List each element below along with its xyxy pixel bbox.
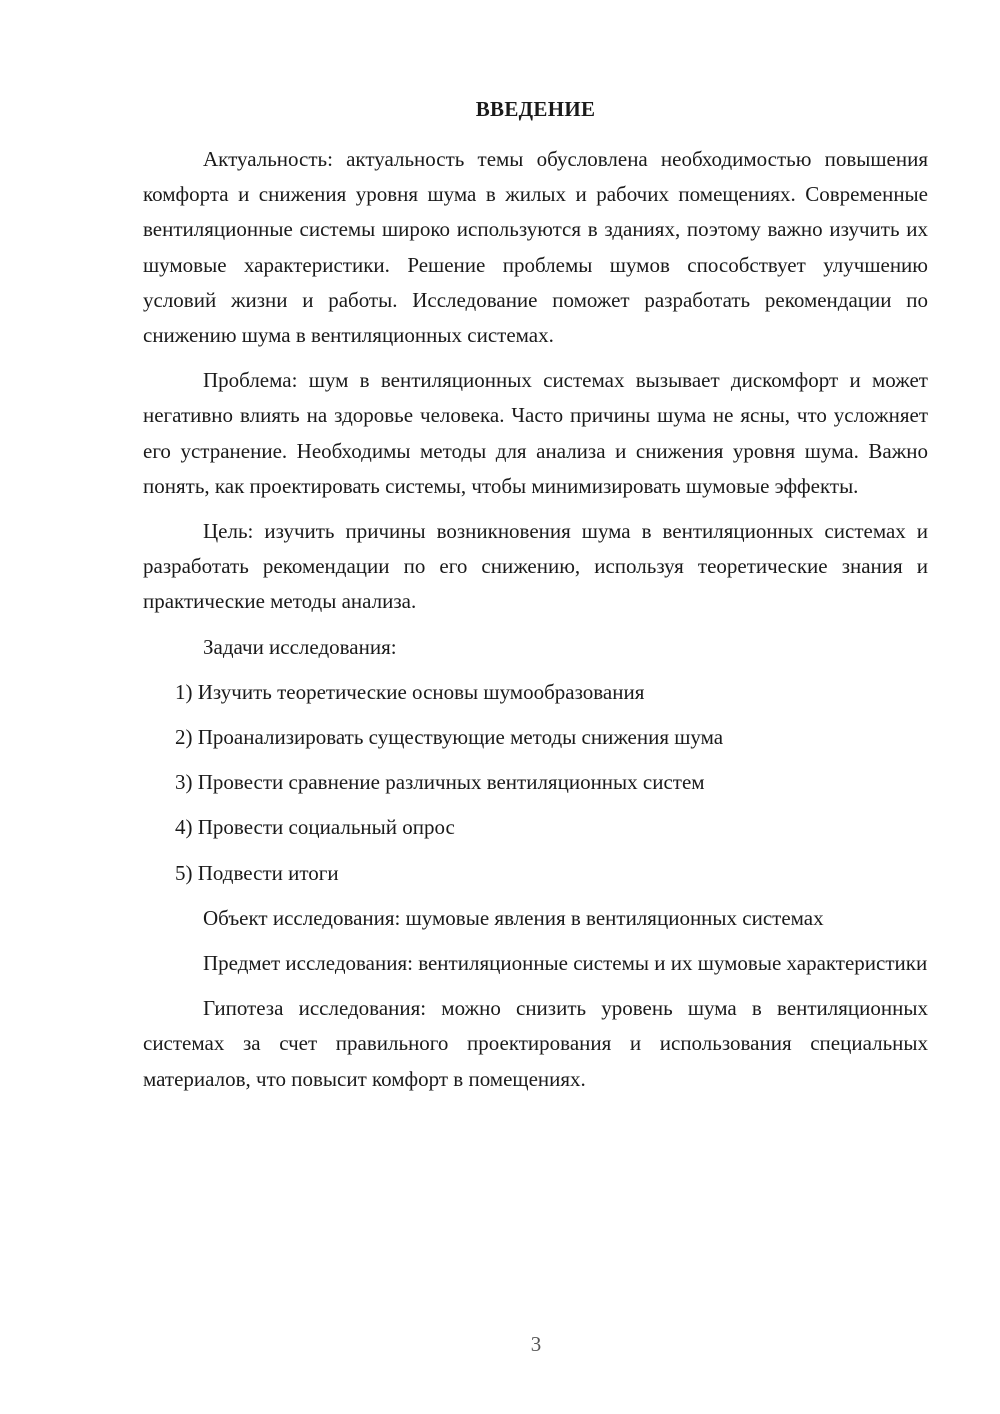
document-page (143, 92, 928, 1107)
page-title: ВВЕДЕНИЕ (475, 97, 596, 121)
list-item: 1) Изучить теоретические основы шумообразования (175, 679, 645, 704)
paragraph-relevance: Актуальность: актуальность темы обусловлена необходимостью повышения комфорта и снижения уровня шума в жилых и рабочих помещениях. Современные вентиляционные системы широко используются в зданиях, поэтому важно изучить их шумовые характеристики. Решение проблемы шумов способствует улучшению условий жизни и работы. Исследование поможет разработать рекомендации по снижению шума в вентиляционных системах. (143, 147, 928, 348)
paragraph-goal: Цель: изучить причины возникновения шума в вентиляционных системах и разработать рекомендации по его снижению, используя теоретические знания и практические методы анализа. (143, 519, 928, 614)
paragraph-hypothesis: Гипотеза исследования: можно снизить уровень шума в вентиляционных системах за счет правильного проектирования и использования специальных материалов, что повысит комфорт в помещениях. (143, 996, 928, 1091)
list-item: 2) Проанализировать существующие методы снижения шума (175, 725, 724, 750)
list-item: 4) Провести социальный опрос (175, 815, 455, 840)
list-item: 5) Подвести итоги (175, 860, 339, 885)
list-item: 3) Провести сравнение различных вентиляционных систем (175, 770, 705, 795)
page-number: 3 (530, 1332, 542, 1356)
tasks-list (143, 675, 928, 891)
tasks-heading: Задачи исследования: (203, 634, 397, 659)
paragraph-problem: Проблема: шум в вентиляционных системах вызывает дискомфорт и может негативно влиять на здоровье человека. Часто причины шума не ясны, что усложняет его устранение. Необходимы методы для анализа и снижения уровня шума. Важно понять, как проектировать системы, чтобы минимизировать шумовые эффекты. (143, 368, 928, 498)
paragraph-subject: Предмет исследования: вентиляционные системы и их шумовые характеристики (203, 951, 928, 976)
paragraph-object: Объект исследования: шумовые явления в вентиляционных системах (203, 905, 824, 930)
